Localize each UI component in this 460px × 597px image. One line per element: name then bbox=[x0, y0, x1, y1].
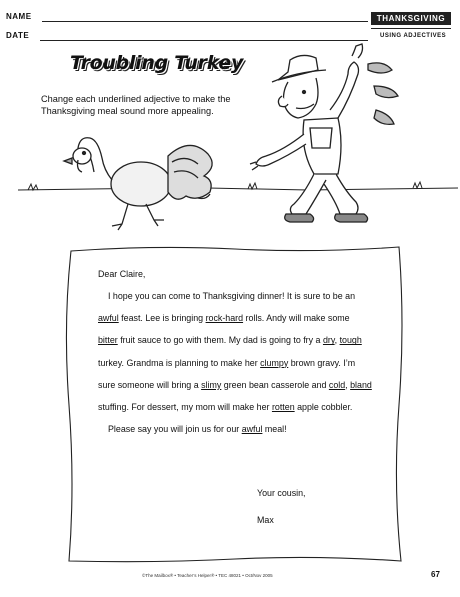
letter-text: sure someone will bring a bbox=[98, 379, 202, 390]
letter-line bbox=[98, 374, 372, 396]
underlined-adjective: awful bbox=[98, 313, 119, 324]
letter-text: rolls. Andy will make some bbox=[243, 313, 350, 324]
name-line[interactable] bbox=[42, 21, 368, 22]
letter-line bbox=[98, 307, 372, 329]
underlined-adjective: rock-hard bbox=[205, 313, 244, 324]
letter-line bbox=[98, 285, 372, 307]
letter-text: Please say you will join us for our bbox=[108, 424, 242, 435]
turkey-chase-illustration bbox=[18, 38, 458, 238]
underlined-adjective: dry bbox=[322, 335, 335, 346]
letter-signature: Max bbox=[257, 515, 274, 525]
letter-text: turkey. Grandma is planning to make her bbox=[98, 357, 261, 368]
underlined-adjective: cold bbox=[328, 379, 346, 390]
letter-text: meal! bbox=[262, 424, 287, 435]
letter-text: , bbox=[334, 335, 340, 346]
underlined-adjective: awful bbox=[241, 424, 263, 435]
page-title: Troubling Turkey bbox=[70, 52, 244, 74]
turkey-icon bbox=[64, 138, 212, 230]
letter-text: apple cobbler. bbox=[294, 402, 353, 413]
copyright-footer: ©The Mailbox® • Teacher’s Helper® • TEC 48021 • Oct/Nov 2005 bbox=[142, 573, 273, 578]
skill-label: USING ADJECTIVES bbox=[380, 33, 447, 39]
letter-text: feast. Lee is bringing bbox=[118, 313, 206, 324]
underlined-adjective: tough bbox=[339, 335, 362, 346]
letter-text: I hope you can come to Thanksgiving dinner! It is sure to be an bbox=[108, 291, 356, 301]
letter-text: brown gravy. I’m bbox=[288, 357, 356, 368]
instructions: Change each underlined adjective to make the Thanksgiving meal sound more appealing. bbox=[41, 94, 231, 116]
letter-text: , bbox=[345, 379, 351, 390]
name-label: NAME bbox=[6, 12, 32, 21]
letter-body bbox=[98, 285, 372, 440]
letter-text: fruit sauce to go with them. My dad is going to fry a bbox=[117, 335, 323, 346]
letter-text: stuffing. For dessert, my mom will make her bbox=[98, 402, 272, 413]
letter-line bbox=[98, 352, 372, 374]
letter-text: green bean casserole and bbox=[221, 379, 329, 390]
underlined-adjective: bland bbox=[350, 379, 372, 390]
page-number: 67 bbox=[431, 570, 440, 579]
letter-line bbox=[98, 329, 372, 351]
underlined-adjective: clumpy bbox=[260, 357, 289, 368]
date-label: DATE bbox=[6, 31, 30, 40]
farmer-icon bbox=[250, 44, 398, 222]
theme-badge: THANKSGIVING bbox=[371, 12, 451, 25]
letter-line bbox=[98, 418, 372, 440]
underlined-adjective: bitter bbox=[98, 335, 118, 346]
letter-line bbox=[98, 396, 372, 418]
underlined-adjective: slimy bbox=[201, 379, 222, 390]
underlined-adjective: rotten bbox=[271, 402, 295, 413]
theme-divider bbox=[371, 28, 451, 29]
letter-closing: Your cousin, bbox=[257, 488, 306, 498]
letter-greeting: Dear Claire, bbox=[98, 269, 146, 279]
